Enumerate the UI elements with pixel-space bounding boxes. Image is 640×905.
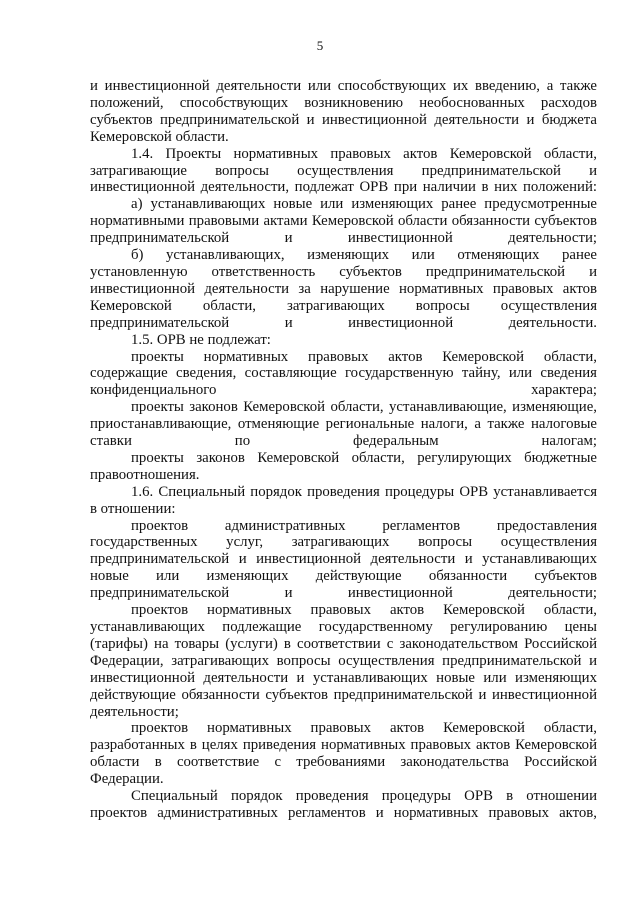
paragraph: 1.6. Специальный порядок проведения процедуры ОРВ устанавливается в отношении: [90, 483, 597, 517]
page-number: 5 [316, 38, 324, 53]
paragraph: а) устанавливающих новые или изменяющих ранее предусмотренные нормативными правовыми актами Кемеровской области обязанности субъектов предпринимательской и инвестиционной деятельности; [90, 196, 597, 247]
paragraph: проектов нормативных правовых актов Кемеровской области, устанавливающих подлежащие государственному регулированию цены (тарифы) на товары (услуги) в соответствии с законодательством Российской Федерации, затрагивающих вопросы осуществления предпринимательской и инвестиционной деятельности и устанавливающих новые или изменяющих действующие обязанности субъектов предпринимательской и инвестиционной деятельности; [90, 602, 597, 720]
paragraph: проектов административных регламентов предоставления государственных услуг, затрагивающих вопросы осуществления предпринимательской и инвестиционной деятельности и устанавливающих новые или изменяющих действующие обязанности субъектов предпринимательской и инвестиционной деятельности; [90, 517, 597, 602]
paragraph: и инвестиционной деятельности или способствующих их введению, а также положений, способствующих возникновению необоснованных расходов субъектов предпринимательской и инвестиционной деятельности и бюджета Кемеровской области. [90, 78, 597, 145]
paragraph: 1.4. Проекты нормативных правовых актов Кемеровской области, затрагивающие вопросы осуществления предпринимательской и инвестиционной деятельности, подлежат ОРВ при наличии в них положений: [90, 145, 597, 196]
paragraph: проекты законов Кемеровской области, устанавливающие, изменяющие, приостанавливающие, отменяющие региональные налоги, а также налоговые ставки по федеральным налогам; [90, 399, 597, 450]
paragraph: 1.5. ОРВ не подлежат: [131, 331, 271, 348]
paragraph: б) устанавливающих, изменяющих или отменяющих ранее установленную ответственность субъектов предпринимательской и инвестиционной деятельности за нарушение нормативных правовых актов Кемеровской области, затрагивающих вопросы осуществления предпринимательской и инвестиционной деятельности. [90, 247, 597, 331]
paragraph: Специальный порядок проведения процедуры ОРВ в отношении проектов административных регламентов и нормативных правовых актов, [90, 788, 597, 821]
paragraph: проектов нормативных правовых актов Кемеровской области, разработанных в целях приведения нормативных правовых актов Кемеровской области в соответствие с требованиями законодательства Российской Федерации. [90, 720, 597, 788]
paragraph: проекты нормативных правовых актов Кемеровской области, содержащие сведения, составляющие государственную тайну, или сведения конфиденциального характера; [90, 348, 597, 399]
document-body [90, 78, 597, 822]
paragraph: проекты законов Кемеровской области, регулирующих бюджетные правоотношения. [90, 449, 597, 483]
